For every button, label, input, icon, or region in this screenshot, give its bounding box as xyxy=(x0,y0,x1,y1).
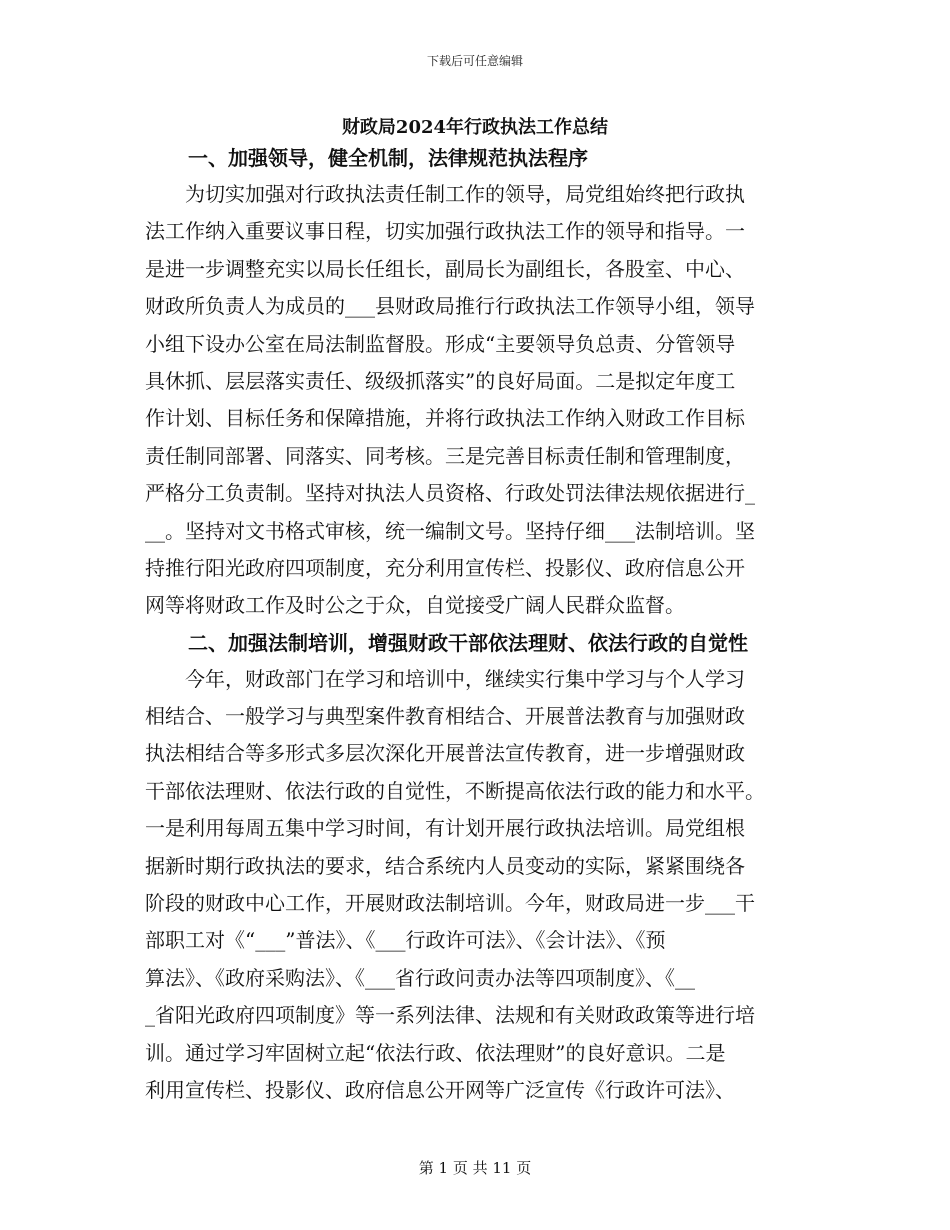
header-note: 下载后可任意编辑 xyxy=(426,54,523,68)
text-line: 相结合、一般学习与典型案件教育相结合、开展普法教育与加强财政 xyxy=(145,704,745,729)
text-line: 作计划、目标任务和保障措施，并将行政执法工作纳入财政工作目标 xyxy=(145,406,745,431)
section-2-paragraph xyxy=(145,661,815,1110)
text-line: 严格分工负责制。坚持对执法人员资格、行政处罚法律法规依据进行_ xyxy=(145,481,755,506)
text-line: 据新时期行政执法的要求，结合系统内人员变动的实际，紧紧围绕各 xyxy=(145,853,745,878)
text-line: 算法》、《政府采购法》、《___省行政问责办法等四项制度》、《__ xyxy=(145,965,695,990)
text-line: _省阳光政府四项制度》等一系列法律、法规和有关财政政策等进行培 xyxy=(145,1003,755,1028)
text-line: 利用宣传栏、投影仪、政府信息公开网等广泛宣传《行政许可法》、 xyxy=(145,1077,735,1102)
text-line: 持推行阳光政府四项制度，充分利用宣传栏、投影仪、政府信息公开 xyxy=(145,555,745,580)
text-line: 小组下设办公室在局法制监督股。形成“主要领导负总责、分管领导 xyxy=(145,331,736,356)
text-line: 是进一步调整充实以局长任组长，副局长为副组长，各股室、中心、 xyxy=(145,256,745,281)
text-line: 为切实加强对行政执法责任制工作的领导，局党组始终把行政执 xyxy=(145,182,745,206)
text-line: 法工作纳入重要议事日程，切实加强行政执法工作的领导和指导。一 xyxy=(145,219,745,244)
section-2-heading: 二、加强法制培训，增强财政干部依法理财、依法行政的自觉性 xyxy=(188,630,748,655)
text-line: 网等将财政工作及时公之于众，自觉接受广阔人民群众监督。 xyxy=(145,593,685,618)
text-line: 今年，财政部门在学习和培训中，继续实行集中学习与个人学习 xyxy=(145,666,745,691)
text-line: 执法相结合等多形式多层次深化开展普法宣传教育，进一步增强财政 xyxy=(145,741,745,766)
document-title: 财政局2024年行政执法工作总结 xyxy=(341,117,609,138)
text-line: 部职工对《“___”普法》、《___行政许可法》、《会计法》、《预 xyxy=(145,928,666,953)
text-line: 干部依法理财、依法行政的自觉性，不断提高依法行政的能力和水平。 xyxy=(145,778,765,803)
text-line: 一是利用每周五集中学习时间，有计划开展行政执法培训。局党组根 xyxy=(145,816,745,841)
document-body xyxy=(145,140,815,1109)
text-line: 责任制同部署、同落实、同考核。三是完善目标责任制和管理制度， xyxy=(145,443,745,468)
section-1-paragraph xyxy=(145,176,815,625)
text-line: 财政所负责人为成员的___县财政局推行行政执法工作领导小组，领导 xyxy=(145,294,755,319)
text-line: 训。通过学习牢固树立起“依法行政、依法理财”的良好意识。二是 xyxy=(145,1040,726,1065)
section-1-heading: 一、加强领导，健全机制，法律规范执法程序 xyxy=(188,146,588,170)
page-number-footer: 第 1 页 共 11 页 xyxy=(418,1159,532,1177)
text-line: 具休抓、层层落实责任、级级抓落实”的良好局面。二是拟定年度工 xyxy=(145,368,736,393)
text-line: __。坚持对文书格式审核，统一编制文号。坚持仔细___法制培训。坚 xyxy=(145,518,755,543)
text-line: 阶段的财政中心工作，开展财政法制培训。今年，财政局进一步___干 xyxy=(145,891,755,916)
